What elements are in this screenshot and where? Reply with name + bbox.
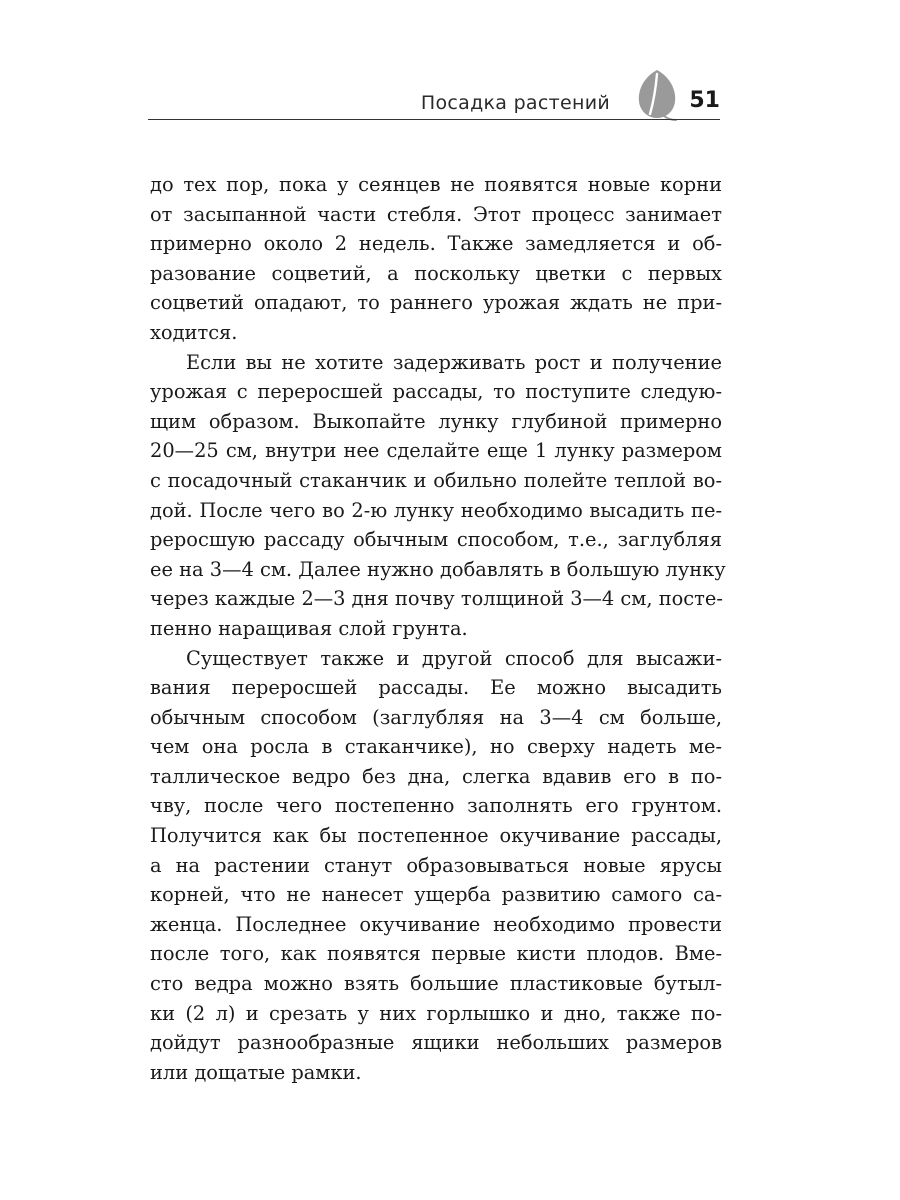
text-line: или дощатые рамки. [150, 1060, 362, 1084]
text-line: ки (2 л) и срезать у них горлышко и дно, также по- [150, 1001, 722, 1025]
text-line: обычным способом (заглубляя на 3—4 см больше, [150, 705, 722, 729]
text-line: с посадочный стаканчик и обильно полейте теплой во- [150, 468, 722, 492]
text-line: чву, после чего постепенно заполнять его грунтом. [150, 794, 722, 818]
body-text [150, 170, 726, 1087]
text-line: ходится. [150, 320, 238, 344]
page-number: 51 [689, 88, 720, 113]
text-line: после того, как появятся первые кисти плодов. Вме- [150, 942, 722, 966]
paragraph-2 [150, 348, 726, 644]
text-line: ее на 3—4 см. Далее нужно добавлять в большую лунку [150, 557, 726, 581]
text-line: разование соцветий, а поскольку цветки с первых [150, 261, 722, 285]
text-line: соцветий опадают, то раннего урожая ждать не при- [150, 291, 722, 315]
paragraph-3 [150, 644, 722, 1088]
paragraph-1 [150, 170, 722, 348]
text-line: реросшую рассаду обычным способом, т.е., заглубляя [150, 528, 722, 552]
text-line: Если вы не хотите задерживать рост и получение [186, 350, 722, 374]
text-line: через каждые 2—3 дня почву толщиной 3—4 см, посте- [150, 587, 723, 611]
leaf-icon [634, 68, 680, 122]
text-line: таллическое ведро без дна, слегка вдавив его в по- [150, 764, 722, 788]
running-header [148, 62, 720, 122]
text-line: от засыпанной части стебля. Этот процесс занимает [150, 202, 722, 226]
chapter-title: Посадка растений [420, 92, 610, 114]
text-line: до тех пор, пока у сеянцев не появятся новые корни [150, 173, 722, 196]
text-line: 20—25 см, внутри нее сделайте еще 1 лунку размером [150, 439, 722, 463]
text-line: дой. После чего во 2-ю лунку необходимо высадить пе- [150, 498, 722, 522]
text-line: дойдут разнообразные ящики небольших размеров [150, 1031, 722, 1055]
text-line: корней, что не нанесет ущерба развитию самого са- [150, 883, 722, 907]
text-line: Получится как бы постепенное окучивание рассады, [150, 824, 722, 848]
text-line: урожая с переросшей рассады, то поступите следую- [150, 380, 722, 404]
text-line: вания переросшей рассады. Ее можно высадить [150, 676, 722, 700]
text-line: примерно около 2 недель. Также замедляется и об- [150, 232, 722, 256]
text-line: сто ведра можно взять большие пластиковые бутыл- [150, 972, 722, 996]
text-line: женца. Последнее окучивание необходимо провести [150, 912, 722, 936]
text-line: а на растении станут образовываться новые ярусы [150, 853, 722, 877]
text-line: пенно наращивая слой грунта. [150, 616, 468, 640]
text-line: щим образом. Выкопайте лунку глубиной примерно [150, 409, 722, 433]
header-divider [148, 119, 720, 120]
text-line: Существует также и другой способ для высажи- [186, 646, 722, 670]
text-line: чем она росла в стаканчике), но сверху надеть ме- [150, 735, 722, 759]
